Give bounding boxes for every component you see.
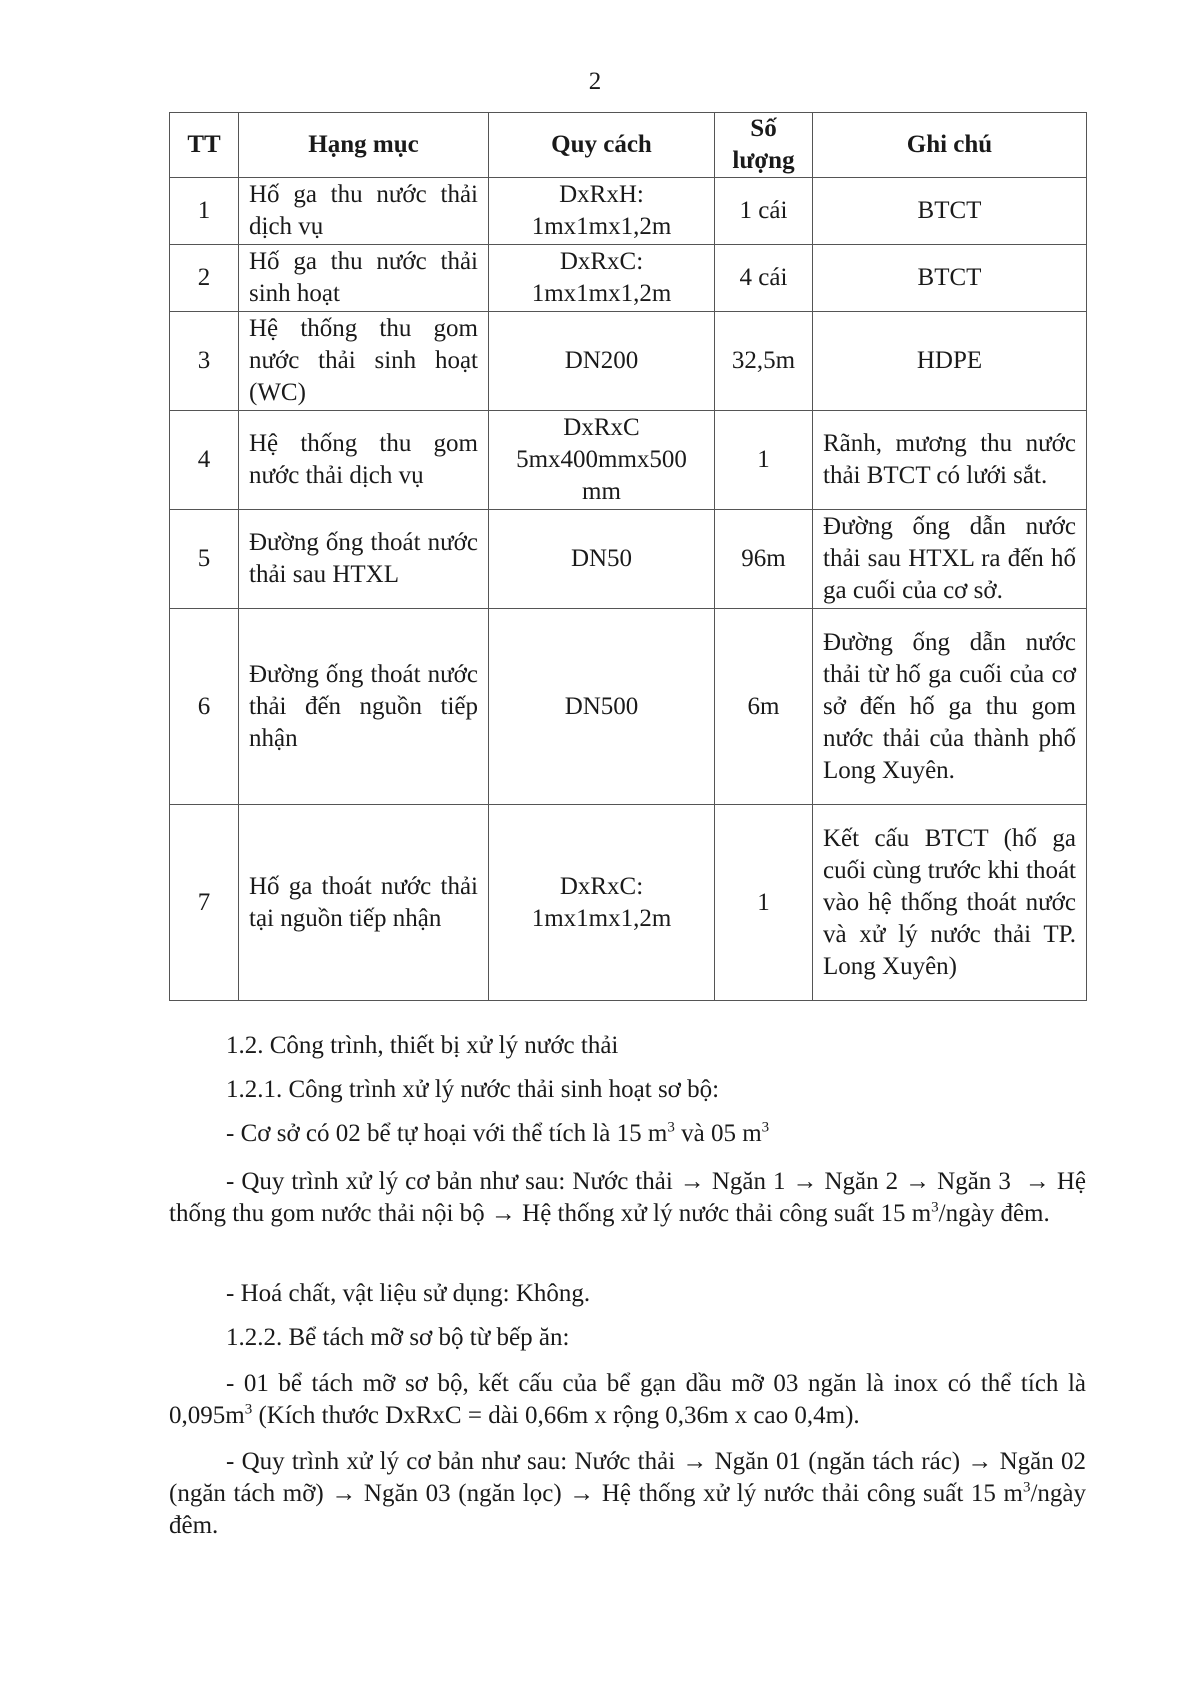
cell-tt: 5	[170, 510, 239, 609]
table-row	[170, 411, 1087, 510]
cell-item: Đường ống thoát nước thải sau HTXL	[239, 510, 489, 609]
section-122-text: 1.2.2. Bể tách mỡ sơ bộ từ bếp ăn:	[226, 1324, 570, 1351]
cell-spec: DxRxH: 1mx1mx1,2m	[489, 178, 715, 245]
cell-qty: 32,5m	[715, 312, 813, 411]
cell-item: Hố ga thoát nước thải tại nguồn tiếp nhận	[239, 805, 489, 1001]
paragraph-chemicals	[169, 1278, 1086, 1310]
header-tt: TT	[170, 113, 239, 178]
section-121-text: 1.2.1. Công trình xử lý nước thải sinh hoạt sơ bộ:	[226, 1076, 720, 1103]
process-2-text: - Quy trình xử lý cơ bản như sau: Nước thải → Ngăn 01 (ngăn tách rác) → Ngăn 02 (ngăn tách mỡ) → Ngăn 03 (ngăn lọc) → Hệ thống xử lý nước thải công suất 15 $m^3$/ngày đêm.	[169, 1448, 1086, 1539]
cell-item: Hố ga thu nước thải sinh hoạt	[239, 245, 489, 312]
paragraph-grease-tank	[169, 1368, 1086, 1432]
cell-qty: 96m	[715, 510, 813, 609]
header-qty: Số lượng	[715, 113, 813, 178]
cell-note: Kết cấu BTCT (hố ga cuối cùng trước khi thoát vào hệ thống thoát nước và xử lý nước thải TP. Long Xuyên)	[813, 805, 1087, 1001]
cell-item: Hệ thống thu gom nước thải sinh hoạt (WC)	[239, 312, 489, 411]
section-12-text: 1.2. Công trình, thiết bị xử lý nước thải	[226, 1032, 619, 1059]
cell-tt: 2	[170, 245, 239, 312]
cell-item: Hố ga thu nước thải dịch vụ	[239, 178, 489, 245]
table-row	[170, 805, 1087, 1001]
cell-note: Rãnh, mương thu nước thải BTCT có lưới sắt.	[813, 411, 1087, 510]
cell-spec: DxRxC 5mx400mmx500 mm	[489, 411, 715, 510]
cell-tt: 4	[170, 411, 239, 510]
header-item: Hạng mục	[239, 113, 489, 178]
cell-note: Đường ống dẫn nước thải từ hố ga cuối của cơ sở đến hố ga thu gom nước thải của thành phố Long Xuyên.	[813, 609, 1087, 805]
cell-qty: 4 cái	[715, 245, 813, 312]
cell-tt: 6	[170, 609, 239, 805]
cell-qty: 1	[715, 411, 813, 510]
cell-item: Đường ống thoát nước thải đến nguồn tiếp nhận	[239, 609, 489, 805]
paragraph-process-2	[169, 1446, 1086, 1542]
cell-qty: 6m	[715, 609, 813, 805]
table-row	[170, 312, 1087, 411]
table-row	[170, 510, 1087, 609]
cell-qty: 1	[715, 805, 813, 1001]
chemicals-text: - Hoá chất, vật liệu sử dụng: Không.	[226, 1280, 591, 1307]
table-row	[170, 245, 1087, 312]
cell-item: Hệ thống thu gom nước thải dịch vụ	[239, 411, 489, 510]
header-note: Ghi chú	[813, 113, 1087, 178]
cell-spec: DxRxC: 1mx1mx1,2m	[489, 245, 715, 312]
grease-tank-text: - 01 bể tách mỡ sơ bộ, kết cấu của bể gạn dầu mỡ 03 ngăn là inox có thể tích là $0,095m^3$ (Kích thước DxRxC = dài 0,66m x rộng 0,36m x cao 0,4m).	[169, 1370, 1086, 1429]
cell-note: BTCT	[813, 178, 1087, 245]
table-row	[170, 609, 1087, 805]
cell-spec: DN500	[489, 609, 715, 805]
table-header-row	[170, 113, 1087, 178]
header-spec: Quy cách	[489, 113, 715, 178]
cell-spec: DN200	[489, 312, 715, 411]
cell-tt: 1	[170, 178, 239, 245]
paragraph-septic-tanks	[169, 1118, 1086, 1150]
cell-spec: DxRxC: 1mx1mx1,2m	[489, 805, 715, 1001]
section-121-heading	[169, 1074, 1086, 1106]
cell-spec: DN50	[489, 510, 715, 609]
cell-note: Đường ống dẫn nước thải sau HTXL ra đến hố ga cuối của cơ sở.	[813, 510, 1087, 609]
cell-tt: 7	[170, 805, 239, 1001]
cell-note: HDPE	[813, 312, 1087, 411]
page-number: 2	[588, 68, 602, 95]
section-12-heading	[169, 1030, 1086, 1062]
cell-note: BTCT	[813, 245, 1087, 312]
septic-tanks-text: - Cơ sở có 02 bể tự hoại với thể tích là 15 $m^3$ và 05 $m^3$	[226, 1119, 770, 1147]
process-1-text: - Quy trình xử lý cơ bản như sau: Nước thải → Ngăn 1 → Ngăn 2 → Ngăn 3 → Hệ thống thu gom nước thải nội bộ → Hệ thống xử lý nước thải công suất 15 $m^3$/ngày đêm.	[169, 1168, 1086, 1227]
table-row	[170, 178, 1087, 245]
cell-tt: 3	[170, 312, 239, 411]
cell-qty: 1 cái	[715, 178, 813, 245]
paragraph-process-1	[169, 1166, 1086, 1230]
section-122-heading	[169, 1322, 1086, 1354]
items-table	[169, 112, 1087, 1001]
